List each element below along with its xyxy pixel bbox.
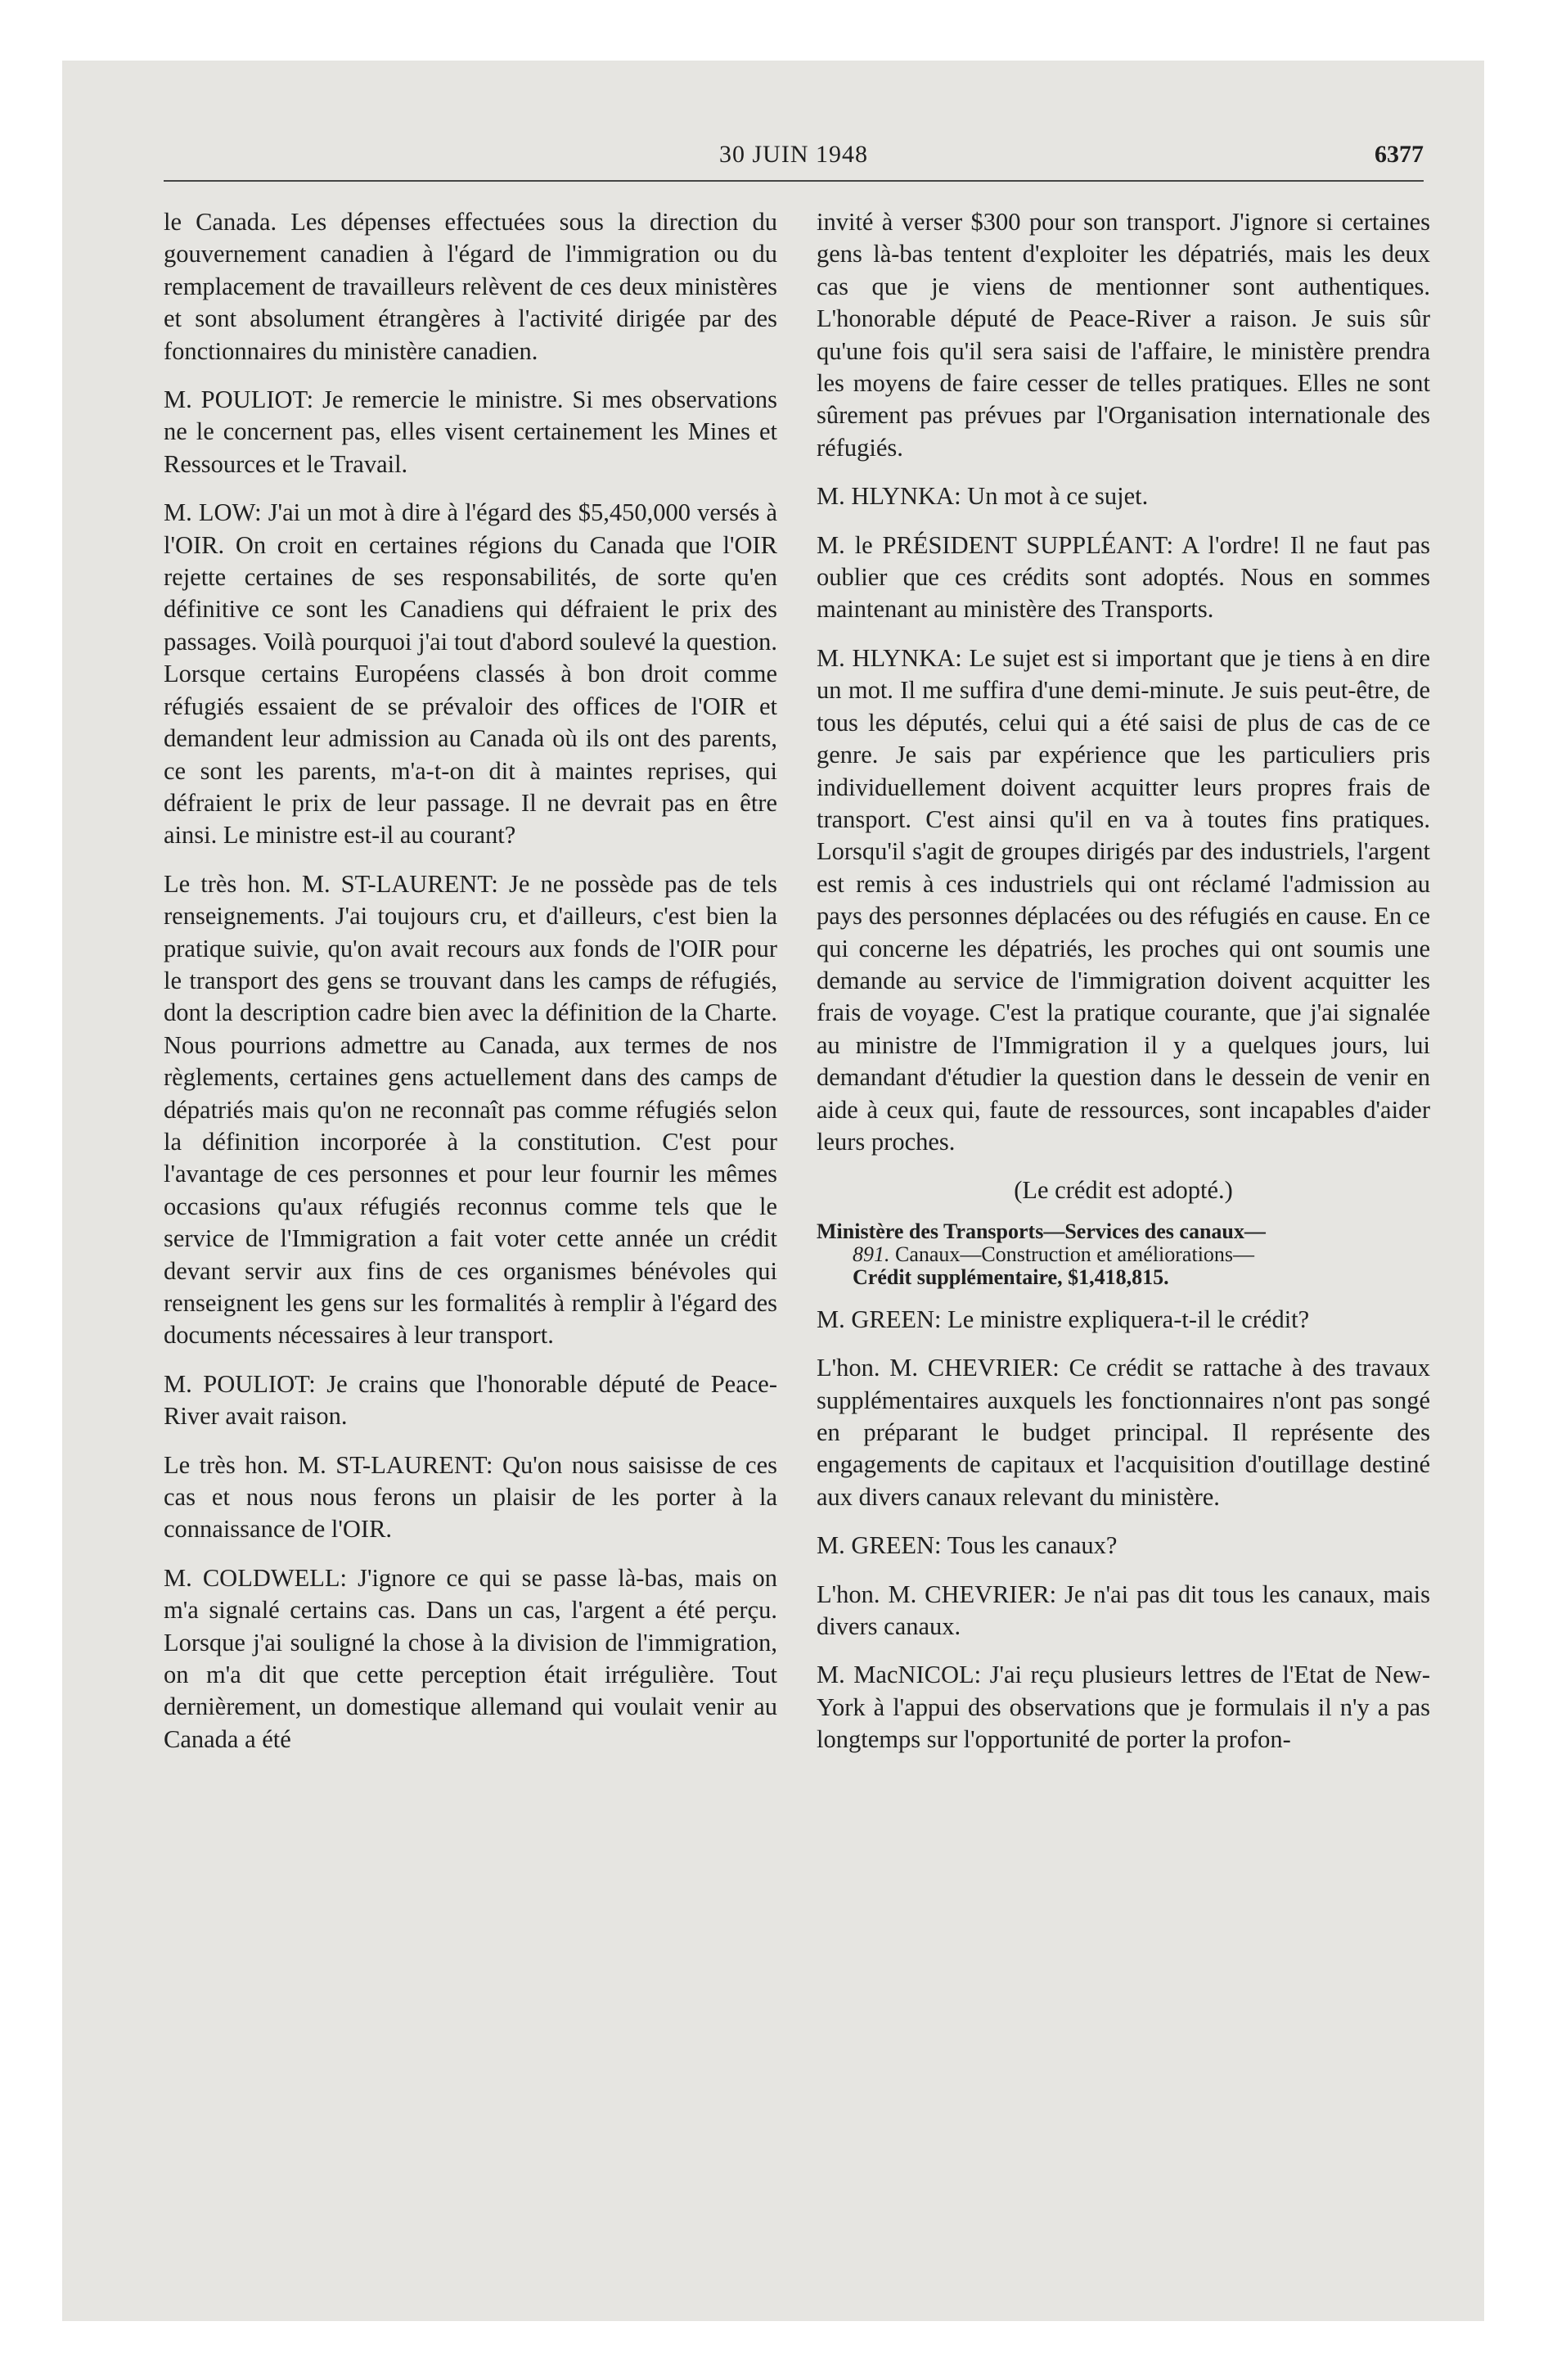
paragraph: M. COLDWELL: J'ignore ce qui se passe là-bas, mais on m'a signalé certains cas. Dans un cas, l'argent a été perçu. Lorsque j'ai souligné la chose à la division de l'immigration, on m'a dit que cette perception était irrégulière. Tout dernièrement, un domestique allemand qui voulait venir au Canada a été xyxy=(164,1563,777,1753)
paragraph: invité à verser $300 pour son transport. J'ignore si certaines gens là-bas tentent d'exploiter les dépatriés, mais les deux cas que je viens de mentionner sont authentiques. L'honorable député de Peace-River a raison. Je suis sûr qu'une fois qu'il sera saisi de l'affaire, le ministère prendra les moyens de faire cesser de telles pratiques. Elles ne sont sûrement pas prévues par l'Organisation internationale des réfugiés. xyxy=(817,208,1430,462)
vote-amount: Crédit supplémentaire, $1,418,815. xyxy=(853,1264,1169,1289)
page-number: 6377 xyxy=(1375,141,1424,168)
paragraph: L'hon. M. CHEVRIER: Ce crédit se rattache à des travaux supplémentaires auxquels les fonctionnaires n'ont pas songé en préparant le budget principal. Il représente des engagements de capitaux et l'acquisition d'outillage destiné aux divers canaux relevant du ministère. xyxy=(817,1354,1430,1511)
paragraph: M. GREEN: Tous les canaux? xyxy=(817,1531,1118,1560)
page-header xyxy=(164,139,1424,182)
left-column xyxy=(164,206,777,1772)
paragraph: M. HLYNKA: Le sujet est si important que je tiens à en dire un mot. Il me suffira d'une demi-minute. Je suis peut-être, de tous les députés, celui qui a été saisi de plus de cas de ce genre. Je sais par expérience que les particuliers pris individuellement doivent acquitter leurs propres frais de transport. C'est ainsi qu'il en va à toutes fins pratiques. Lorsqu'il s'agit de groupes dirigés par des industriels, l'argent est remis à ces industriels qui ont réclamé l'admission au pays des personnes déplacées ou des réfugiés en cause. En ce qui concerne les dépatriés, les proches qui ont soumis une demande au service de l'immigration doivent acquitter les frais de voyage. C'est la pratique courante, que j'ai signalée au ministre de l'Immigration il y a quelques jours, lui demandant d'étudier la question dans le dessein de venir en aide à ceux qui, faute de ressources, sont incapables d'aider leurs proches. xyxy=(817,643,1430,1156)
paragraph: M. HLYNKA: Un mot à ce sujet. xyxy=(817,482,1149,511)
paragraph: M. GREEN: Le ministre expliquera-t-il le crédit? xyxy=(817,1305,1310,1333)
paragraph: L'hon. M. CHEVRIER: Je n'ai pas dit tous les canaux, mais divers canaux. xyxy=(817,1580,1430,1641)
adopted-note: (Le crédit est adopté.) xyxy=(1014,1176,1233,1205)
header-date: 30 JUIN 1948 xyxy=(719,141,868,168)
vote-number: 891. xyxy=(853,1242,890,1266)
paragraph: le Canada. Les dépenses effectuées sous la direction du gouvernement canadien à l'égard de l'immigration ou du remplacement de travailleurs relèvent de ces deux ministères et sont absolument étrangères à l'activité dirigée par des fonctionnaires du ministère canadien. xyxy=(164,208,777,365)
vote-description: Canaux—Construction et améliorations— xyxy=(889,1242,1255,1266)
paragraph: M. POULIOT: Je crains que l'honorable député de Peace-River avait raison. xyxy=(164,1369,777,1431)
vote-line xyxy=(817,1243,1430,1266)
paragraph: M. MacNICOL: J'ai reçu plusieurs lettres de l'Etat de New-York à l'appui des observations que je formulais il n'y a pas longtemps sur l'opportunité de porter la profon- xyxy=(817,1661,1430,1754)
paragraph: M. LOW: J'ai un mot à dire à l'égard des $5,450,000 versés à l'OIR. On croit en certaines régions du Canada que l'OIR rejette certaines de ses responsabilités, de sorte qu'en définitive ce sont les Canadiens qui défraient le prix des passages. Voilà pourquoi j'ai tout d'abord soulevé la question. Lorsque certains Européens classés à bon droit comme réfugiés essaient de se prévaloir des offices de l'OIR et demandent leur admission au Canada où ils ont des parents, ce sont les parents, m'a-t-on dit à maintes reprises, qui défraient le prix de leur passage. Il ne devrait pas en être ainsi. Le ministre est-il au courant? xyxy=(164,498,777,850)
vote-item xyxy=(817,1220,1430,1289)
paragraph: M. le PRÉSIDENT SUPPLÉANT: A l'ordre! Il ne faut pas oublier que ces crédits sont adoptés. Nous en sommes maintenant au ministère des Transports. xyxy=(817,530,1430,624)
right-column xyxy=(817,206,1430,1773)
paragraph: Le très hon. M. ST-LAURENT: Qu'on nous saisisse de ces cas et nous nous ferons un plaisir de les porter à la connaissance de l'OIR. xyxy=(164,1450,777,1544)
vote-title: Ministère des Transports—Services des canaux— xyxy=(817,1219,1266,1243)
paragraph: M. POULIOT: Je remercie le ministre. Si mes observations ne le concernent pas, elles visent certainement les Mines et Ressources et le Travail. xyxy=(164,385,777,478)
paragraph: Le très hon. M. ST-LAURENT: Je ne possède pas de tels renseignements. J'ai toujours cru, et d'ailleurs, c'est bien la pratique suivie, qu'on avait recours aux fonds de l'OIR pour le transport des gens se trouvant dans les camps de réfugiés, dont la description cadre bien avec la définition de la Charte. Nous pourrions admettre au Canada, aux termes de nos règlements, certaines gens actuellement dans des camps de dépatriés mais qu'on ne reconnaît pas comme réfugiés selon la définition incorporée à la constitution. C'est pour l'avantage de ces personnes et pour leur fournir les mêmes occasions qu'aux réfugiés reconnus comme tels que le service de l'Immigration a fait voter cette année un crédit devant servir aux fins de ces organismes bénévoles qui renseignent les gens sur les formalités à remplir à l'égard des documents nécessaires à leur transport. xyxy=(164,869,777,1350)
